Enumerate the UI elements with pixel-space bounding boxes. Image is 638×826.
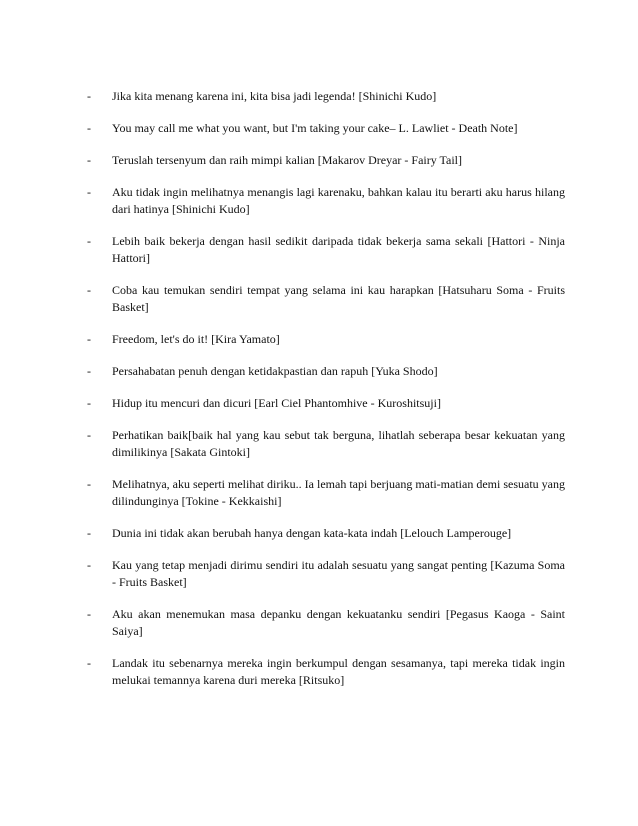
bullet-marker: - — [87, 477, 91, 491]
quote-text: Teruslah tersenyum dan raih mimpi kalian [Makarov Dreyar - Fairy Tail] — [112, 153, 462, 167]
quote-text: Freedom, let's do it! [Kira Yamato] — [112, 332, 280, 346]
bullet-marker: - — [87, 234, 91, 248]
quote-text: Jika kita menang karena ini, kita bisa jadi legenda! [Shinichi Kudo] — [112, 89, 437, 103]
bullet-marker: - — [87, 185, 91, 199]
quote-text: Persahabatan penuh dengan ketidakpastian dan rapuh [Yuka Shodo] — [112, 364, 438, 378]
bullet-marker: - — [87, 526, 91, 540]
bullet-marker: - — [87, 332, 91, 346]
quote-text: Perhatikan baik[baik hal yang kau sebut tak berguna, lihatlah seberapa besar kekuatan yang dimilikinya [Sakata Gintoki] — [112, 428, 565, 459]
bullet-marker: - — [87, 153, 91, 167]
quote-text: Lebih baik bekerja dengan hasil sedikit daripada tidak bekerja sama sekali [Hattori - Ninja Hattori] — [112, 234, 565, 265]
quote-text: Dunia ini tidak akan berubah hanya dengan kata-kata indah [Lelouch Lamperouge] — [112, 526, 512, 540]
quote-text: Hidup itu mencuri dan dicuri [Earl Ciel Phantomhive - Kuroshitsuji] — [112, 396, 441, 410]
list-item — [87, 88, 565, 105]
bullet-marker: - — [87, 283, 91, 297]
bullet-marker: - — [87, 396, 91, 410]
bullet-marker: - — [87, 656, 91, 670]
bullet-marker: - — [87, 121, 91, 135]
bullet-marker: - — [87, 89, 91, 103]
list-item — [87, 282, 565, 316]
quote-text: You may call me what you want, but I'm taking your cake– L. Lawliet - Death Note] — [112, 121, 518, 135]
bullet-marker: - — [87, 558, 91, 572]
list-item — [87, 363, 565, 380]
list-item — [87, 606, 565, 640]
quote-text: Aku tidak ingin melihatnya menangis lagi karenaku, bahkan kalau itu berarti aku harus hilang dari hatinya [Shinichi Kudo] — [112, 185, 565, 216]
quote-text: Aku akan menemukan masa depanku dengan kekuatanku sendiri [Pegasus Kaoga - Saint Saiya] — [112, 607, 565, 638]
list-item — [87, 427, 565, 461]
list-item — [87, 476, 565, 510]
bullet-marker: - — [87, 364, 91, 378]
list-item — [87, 395, 565, 412]
list-item — [87, 655, 565, 689]
quote-text: Melihatnya, aku seperti melihat diriku.. Ia lemah tapi berjuang mati-matian demi sesuatu yang dilindunginya [Tokine - Kekkaishi] — [112, 477, 565, 508]
list-item — [87, 331, 565, 348]
quote-text: Kau yang tetap menjadi dirimu sendiri itu adalah sesuatu yang sangat penting [Kazuma Soma - Fruits Basket] — [112, 558, 565, 589]
list-item — [87, 152, 565, 169]
list-item — [87, 557, 565, 591]
quote-text: Coba kau temukan sendiri tempat yang selama ini kau harapkan [Hatsuharu Soma - Fruits Basket] — [112, 283, 565, 314]
quote-text: Landak itu sebenarnya mereka ingin berkumpul dengan sesamanya, tapi mereka tidak ingin melukai temannya karena duri mereka [Ritsuko] — [112, 656, 565, 687]
list-item — [87, 525, 565, 542]
quote-list — [87, 88, 565, 689]
list-item — [87, 184, 565, 218]
bullet-marker: - — [87, 607, 91, 621]
list-item — [87, 233, 565, 267]
bullet-marker: - — [87, 428, 91, 442]
list-item — [87, 120, 565, 137]
